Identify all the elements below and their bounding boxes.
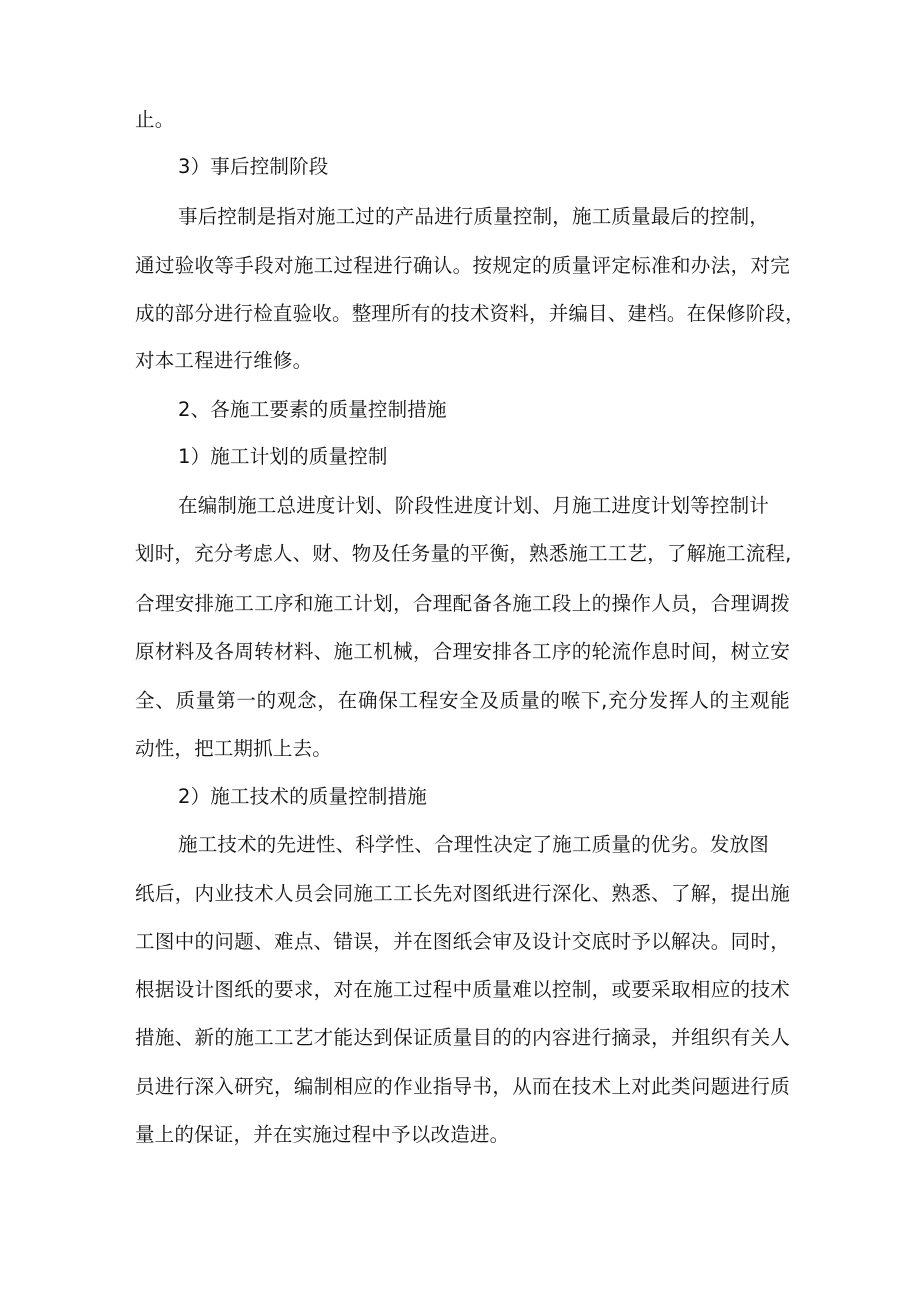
text-line: 止。 — [135, 108, 175, 131]
text-line: 全、质量第一的观念，在确保工程安全及质量的喉下,充分发挥人的主观能 — [135, 689, 790, 712]
text-line: 纸后，内业技术人员会同施工工长先对图纸进行深化、熟悉、了解，提出施 — [135, 882, 790, 905]
text-line: 措施、新的施工工艺才能达到保证质量目的的内容进行摘录，并组织有关人 — [135, 1026, 790, 1049]
section-heading: 3）事后控制阶段 — [178, 155, 329, 178]
text-line: 根据设计图纸的要求，对在施工过程中质量难以控制，或要采取相应的技术 — [135, 978, 790, 1001]
text-line: 通过验收等手段对施工过程进行确认。按规定的质量评定标准和办法，对完 — [135, 254, 790, 277]
text-line: 合理安排施工工序和施工计划，合理配备各施工段上的操作人员，合理调拨 — [135, 592, 790, 615]
text-line: 在编制施工总进度计划、阶段性进度计划、月施工进度计划等控制计 — [178, 494, 770, 517]
text-line: 成的部分进行检直验收。整理所有的技术资料，并编目、建档。在保修阶段， — [135, 302, 805, 325]
section-heading: 2）施工技术的质量控制措施 — [178, 785, 428, 808]
section-heading: 1）施工计划的质量控制 — [178, 445, 388, 468]
text-line: 划时，充分考虑人、财、物及任务量的平衡，熟悉施工工艺，了解施工流程, — [135, 542, 792, 565]
text-line: 施工技术的先进性、科学性、合理性决定了施工质量的优劣。发放图 — [178, 833, 770, 856]
text-line: 员进行深入研究，编制相应的作业指导书，从而在技术上对此类问题进行质 — [135, 1075, 790, 1098]
text-line: 对本工程进行维修。 — [135, 349, 313, 372]
text-line: 原材料及各周转材料、施工机械，合理安排各工序的轮流作息时间，树立安 — [135, 640, 790, 663]
text-line: 量上的保证，并在实施过程中予以改造进。 — [135, 1123, 510, 1146]
text-line: 事后控制是指对施工过的产品进行质量控制，施工质量最后的控制， — [178, 205, 770, 228]
text-line: 动性，把工期抓上去。 — [135, 737, 333, 760]
text-line: 工图中的问题、难点、错误，并在图纸会审及设计交底时予以解决。同时， — [135, 930, 790, 953]
section-heading: 2、各施工要素的质量控制措施 — [178, 398, 447, 421]
